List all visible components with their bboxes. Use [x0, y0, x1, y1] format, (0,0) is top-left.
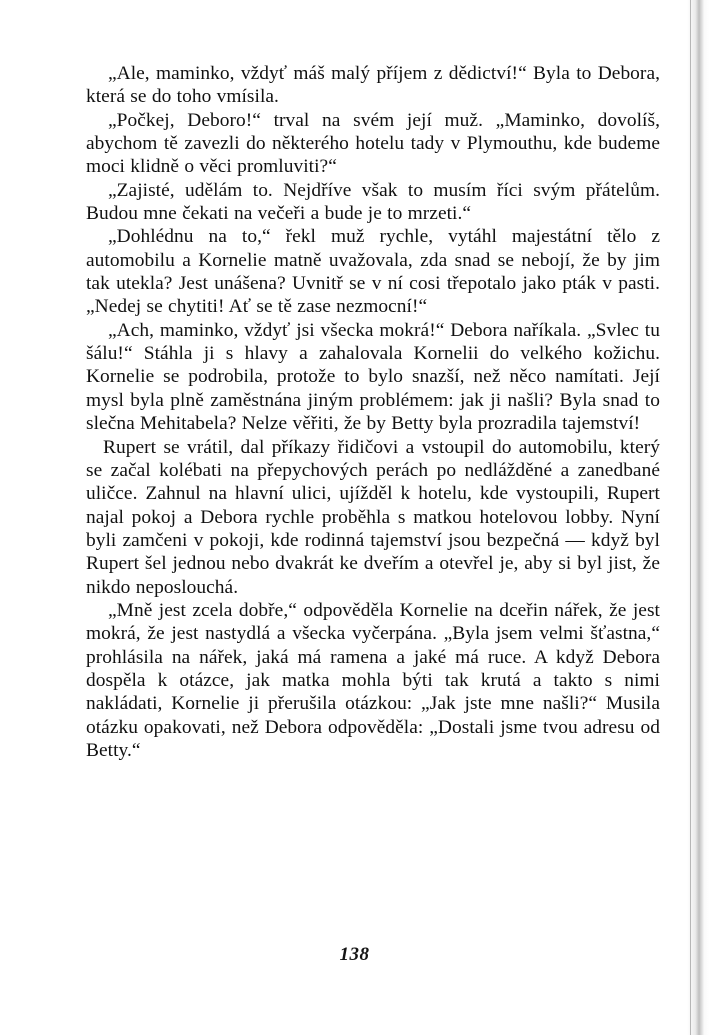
paragraph-rupert-se-vratil: Rupert se vrátil, dal příkazy řidičovi a vstoupil do automobilu, který se začal kolébati na přepychových perách po nedlážděné a zanedbané uličce. Zahnul na hlavní ulici, ujížděl k hotelu, kde vystoupili, Rupert najal pokoj a Debora rychle proběhla s matkou hotelovou lobby. Nyní byli zamčeni v pokoji, kde rodinná tajemství jsou bezpečná — když byl Rupert šel jednou nebo dvakrát ke dveřím a otevřel je, aby si byl jist, že nikdo neposlouchá.	[86, 436, 660, 598]
scan-seam-line	[690, 0, 691, 1035]
paragraph-dohlednu-na-to: „Dohlédnu na to,“ řekl muž rychle, vytáhl majestátní tělo z automobilu a Kornelie matně uvažovala, zda snad se nebojí, že by jim tak utekla? Jest unášena? Uvnitř se v ní cosi třepotalo jako pták v pasti. „Nedej se chytiti! Ať se tě zase nezmocní!“	[86, 226, 660, 318]
body-text-block	[86, 62, 660, 762]
paragraph-pockej-deboro: „Počkej, Deboro!“ trval na svém její muž. „Maminko, dovolíš, abychom tě zavezli do některého hotelu tady v Plymouthu, kde budeme moci klidně o věci promluviti?“	[86, 109, 660, 178]
paragraph-ach-maminko: „Ach, maminko, vždyť jsi všecka mokrá!“ Debora naříkala. „Svlec tu šálu!“ Stáhla ji s hlavy a zahalovala Kornelii do velkého kožichu. Kornelie se podrobila, protože to bylo snazší, než něco namítati. Její mysl byla plně zaměstnána jiným problémem: jak ji našli? Byla snad to slečna Mehitabela? Nelze věřiti, že by Betty byla prozradila tajemství!	[86, 319, 660, 435]
page-number: 138	[339, 944, 370, 965]
paragraph-zajiste-udelam: „Zajisté, udělám to. Nejdříve však to musím říci svým přátelům. Budou mne čekati na večeři a bude je to mrzeti.“	[86, 179, 660, 225]
paragraph-ale-maminko: „Ale, maminko, vždyť máš malý příjem z dědictví!“ Byla to Debora, která se do toho vmísila.	[86, 63, 660, 108]
paragraph-mne-jest-zcela-dobre: „Mně jest zcela dobře,“ odpověděla Kornelie na dceřin nářek, že jest mokrá, že jest nastydlá a všecka vyčerpána. „Byla jsem velmi šťastna,“ prohlásila na nářek, jaká má ramena a jaké má ruce. A když Debora dospěla k otázce, jak matka mohla býti tak krutá a takto s nimi nakládati, Kornelie ji přerušila otázkou: „Jak jste mne našli?“ Musila otázku opakovati, než Debora odpověděla: „Dostali jsme tvou adresu od Betty.“	[86, 599, 660, 761]
scan-seam-shading	[687, 0, 709, 1035]
